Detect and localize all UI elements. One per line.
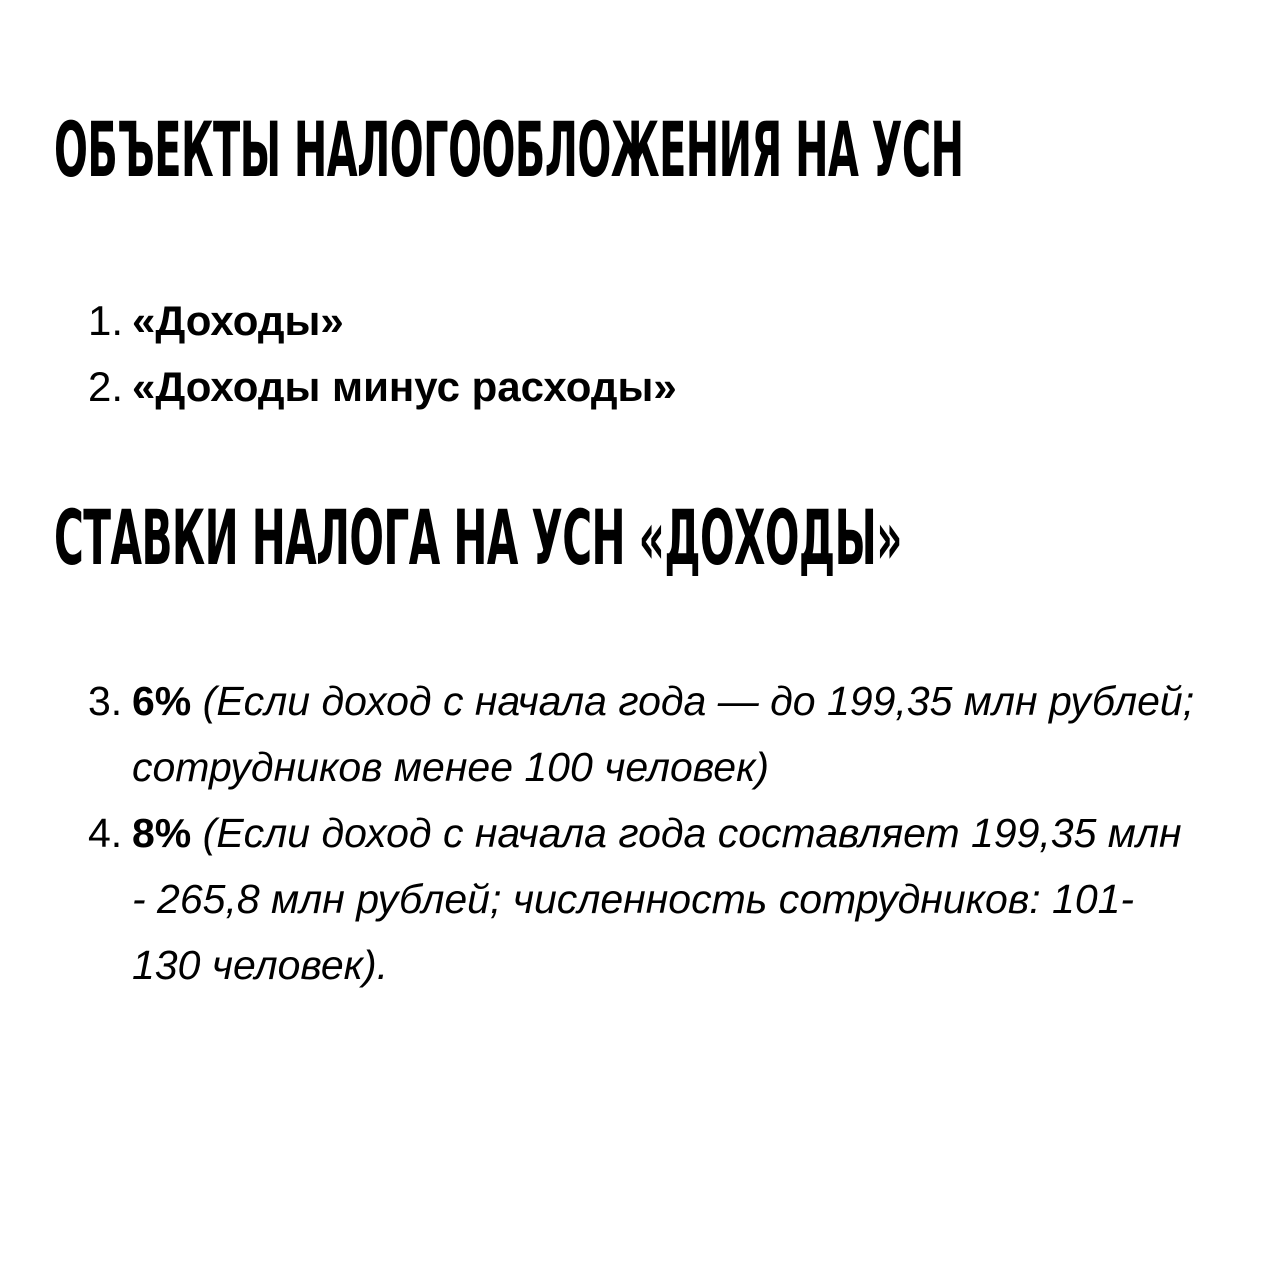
list-item [88,668,1198,800]
tax-rates-list [88,668,1198,998]
list-item-number: 1. [88,297,124,344]
list-item [88,354,677,420]
section-title-tax-rates: СТАВКИ НАЛОГА НА УСН «ДОХОДЫ» [54,493,902,582]
list-item [88,288,677,354]
tax-objects-list [88,288,677,420]
list-item [88,800,1198,998]
rate-description: (Если доход с начала года — до 199,35 млн рублей; сотрудников менее 100 человек) [132,678,1195,790]
rate-value: 6% [132,678,192,724]
list-item-text: «Доходы минус расходы» [132,363,677,410]
list-item-text: «Доходы» [132,297,344,344]
list-item-number: 3. [88,678,123,724]
section-title-tax-objects: ОБЪЕКТЫ НАЛОГООБЛОЖЕНИЯ НА УСН [54,105,964,194]
list-item-number: 2. [88,363,124,410]
rate-description: (Если доход с начала года составляет 199,35 млн - 265,8 млн рублей; численность сотрудников: 101-130 человек). [132,810,1182,988]
list-item-number: 4. [88,810,123,856]
rate-value: 8% [132,810,192,856]
